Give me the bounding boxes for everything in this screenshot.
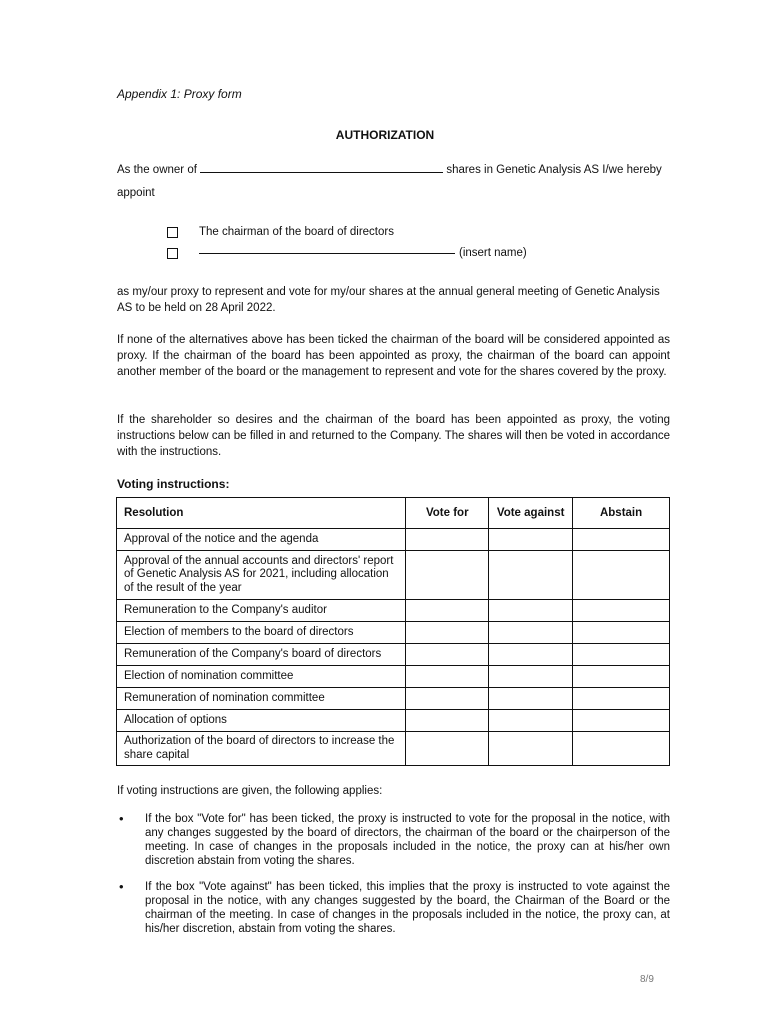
vote-for-cell[interactable] <box>406 644 489 666</box>
abstain-cell[interactable] <box>573 710 670 732</box>
table-row <box>117 529 670 551</box>
resolution-label: Authorization of the board of directors to increase the share capital <box>117 732 406 766</box>
bullet-text: If the box "Vote for" has been ticked, the proxy is instructed to vote for the proposal in the notice, with any changes suggested by the board of directors, the chairman of the board or the chairperson of the meeting. In case of changes in the proposals included in the notice, the proxy can at his/her own discretion abstain from voting the shares. <box>145 813 670 867</box>
voting-heading: Voting instructions: <box>117 477 230 491</box>
voting-header-row <box>117 498 670 529</box>
vote-against-cell[interactable] <box>489 600 573 622</box>
bullet-vote-for <box>117 812 670 868</box>
col-vote-for: Vote for <box>406 498 489 529</box>
table-row <box>117 666 670 688</box>
owner-line <box>117 162 670 178</box>
abstain-cell[interactable] <box>573 732 670 766</box>
option-other[interactable] <box>167 247 527 259</box>
table-row <box>117 688 670 710</box>
document-title: AUTHORIZATION <box>335 128 435 142</box>
vote-for-cell[interactable] <box>406 666 489 688</box>
col-resolution: Resolution <box>117 498 406 529</box>
proxy-paragraph: as my/our proxy to represent and vote for my/our shares at the annual general meeting of Genetic Analysis AS to be held on 28 April 2022. <box>117 286 660 314</box>
vote-against-cell[interactable] <box>489 551 573 600</box>
table-row <box>117 551 670 600</box>
col-abstain: Abstain <box>573 498 670 529</box>
table-row <box>117 622 670 644</box>
abstain-cell[interactable] <box>573 666 670 688</box>
vote-for-cell[interactable] <box>406 688 489 710</box>
appendix-label: Appendix 1: Proxy form <box>117 87 242 101</box>
vote-for-cell[interactable] <box>406 600 489 622</box>
vote-for-cell[interactable] <box>406 622 489 644</box>
vote-for-cell[interactable] <box>406 710 489 732</box>
bullet-dot: • <box>119 879 124 894</box>
resolution-label: Remuneration to the Company's auditor <box>117 600 406 622</box>
vote-against-cell[interactable] <box>489 666 573 688</box>
vote-against-cell[interactable] <box>489 622 573 644</box>
owner-suffix: shares in Genetic Analysis AS I/we hereby <box>446 164 662 176</box>
voting-table <box>116 497 670 766</box>
resolution-label: Remuneration of nomination committee <box>117 688 406 710</box>
abstain-cell[interactable] <box>573 529 670 551</box>
abstain-cell[interactable] <box>573 551 670 600</box>
vote-for-cell[interactable] <box>406 732 489 766</box>
table-row <box>117 600 670 622</box>
option-chairman-checkbox[interactable] <box>167 227 178 238</box>
none-ticked-paragraph: If none of the alternatives above has been ticked the chairman of the board will be considered appointed as proxy. If the chairman of the board has been appointed as proxy, the chairman of the board can appoint another member of the board or the management to represent and vote for the shares covered by the proxy. <box>117 334 670 378</box>
owner-prefix: As the owner of <box>117 164 197 176</box>
bullet-text: If the box "Vote against" has been ticked, this implies that the proxy is instructed to vote against the proposal in the notice, with any changes suggested by the board, the Chairman of the Board or the chairman of the meeting. In case of changes in the proposals included in the notice, the proxy can, at his/her discretion, abstain from voting the shares. <box>145 881 670 935</box>
resolution-label: Remuneration of the Company's board of directors <box>117 644 406 666</box>
applies-intro: If voting instructions are given, the following applies: <box>117 785 383 797</box>
table-row <box>117 644 670 666</box>
proxy-name-field[interactable] <box>199 252 455 254</box>
option-chairman-label: The chairman of the board of directors <box>199 226 394 238</box>
vote-against-cell[interactable] <box>489 732 573 766</box>
vote-against-cell[interactable] <box>489 688 573 710</box>
option-chairman[interactable] <box>167 226 394 238</box>
vote-against-cell[interactable] <box>489 710 573 732</box>
abstain-cell[interactable] <box>573 688 670 710</box>
bullet-dot: • <box>119 811 124 826</box>
vote-for-cell[interactable] <box>406 551 489 600</box>
col-vote-against: Vote against <box>489 498 573 529</box>
instructions-paragraph: If the shareholder so desires and the chairman of the board has been appointed as proxy, the voting instructions below can be filled in and returned to the Company. The shares will then be voted in accordance with the instructions. <box>117 414 670 458</box>
resolution-label: Approval of the annual accounts and directors' report of Genetic Analysis AS for 2021, including allocation of the result of the year <box>117 551 406 600</box>
resolution-label: Approval of the notice and the agenda <box>117 529 406 551</box>
vote-against-cell[interactable] <box>489 644 573 666</box>
shares-count-field[interactable] <box>200 171 443 173</box>
abstain-cell[interactable] <box>573 622 670 644</box>
option-other-label: (insert name) <box>459 247 527 259</box>
abstain-cell[interactable] <box>573 644 670 666</box>
resolution-label: Election of nomination committee <box>117 666 406 688</box>
resolution-label: Allocation of options <box>117 710 406 732</box>
page-number: 8/9 <box>640 974 654 985</box>
owner-line-continuation: appoint <box>117 187 155 199</box>
bullet-vote-against <box>117 880 670 936</box>
abstain-cell[interactable] <box>573 600 670 622</box>
option-other-checkbox[interactable] <box>167 248 178 259</box>
vote-against-cell[interactable] <box>489 529 573 551</box>
resolution-label: Election of members to the board of directors <box>117 622 406 644</box>
vote-for-cell[interactable] <box>406 529 489 551</box>
table-row <box>117 710 670 732</box>
table-row <box>117 732 670 766</box>
